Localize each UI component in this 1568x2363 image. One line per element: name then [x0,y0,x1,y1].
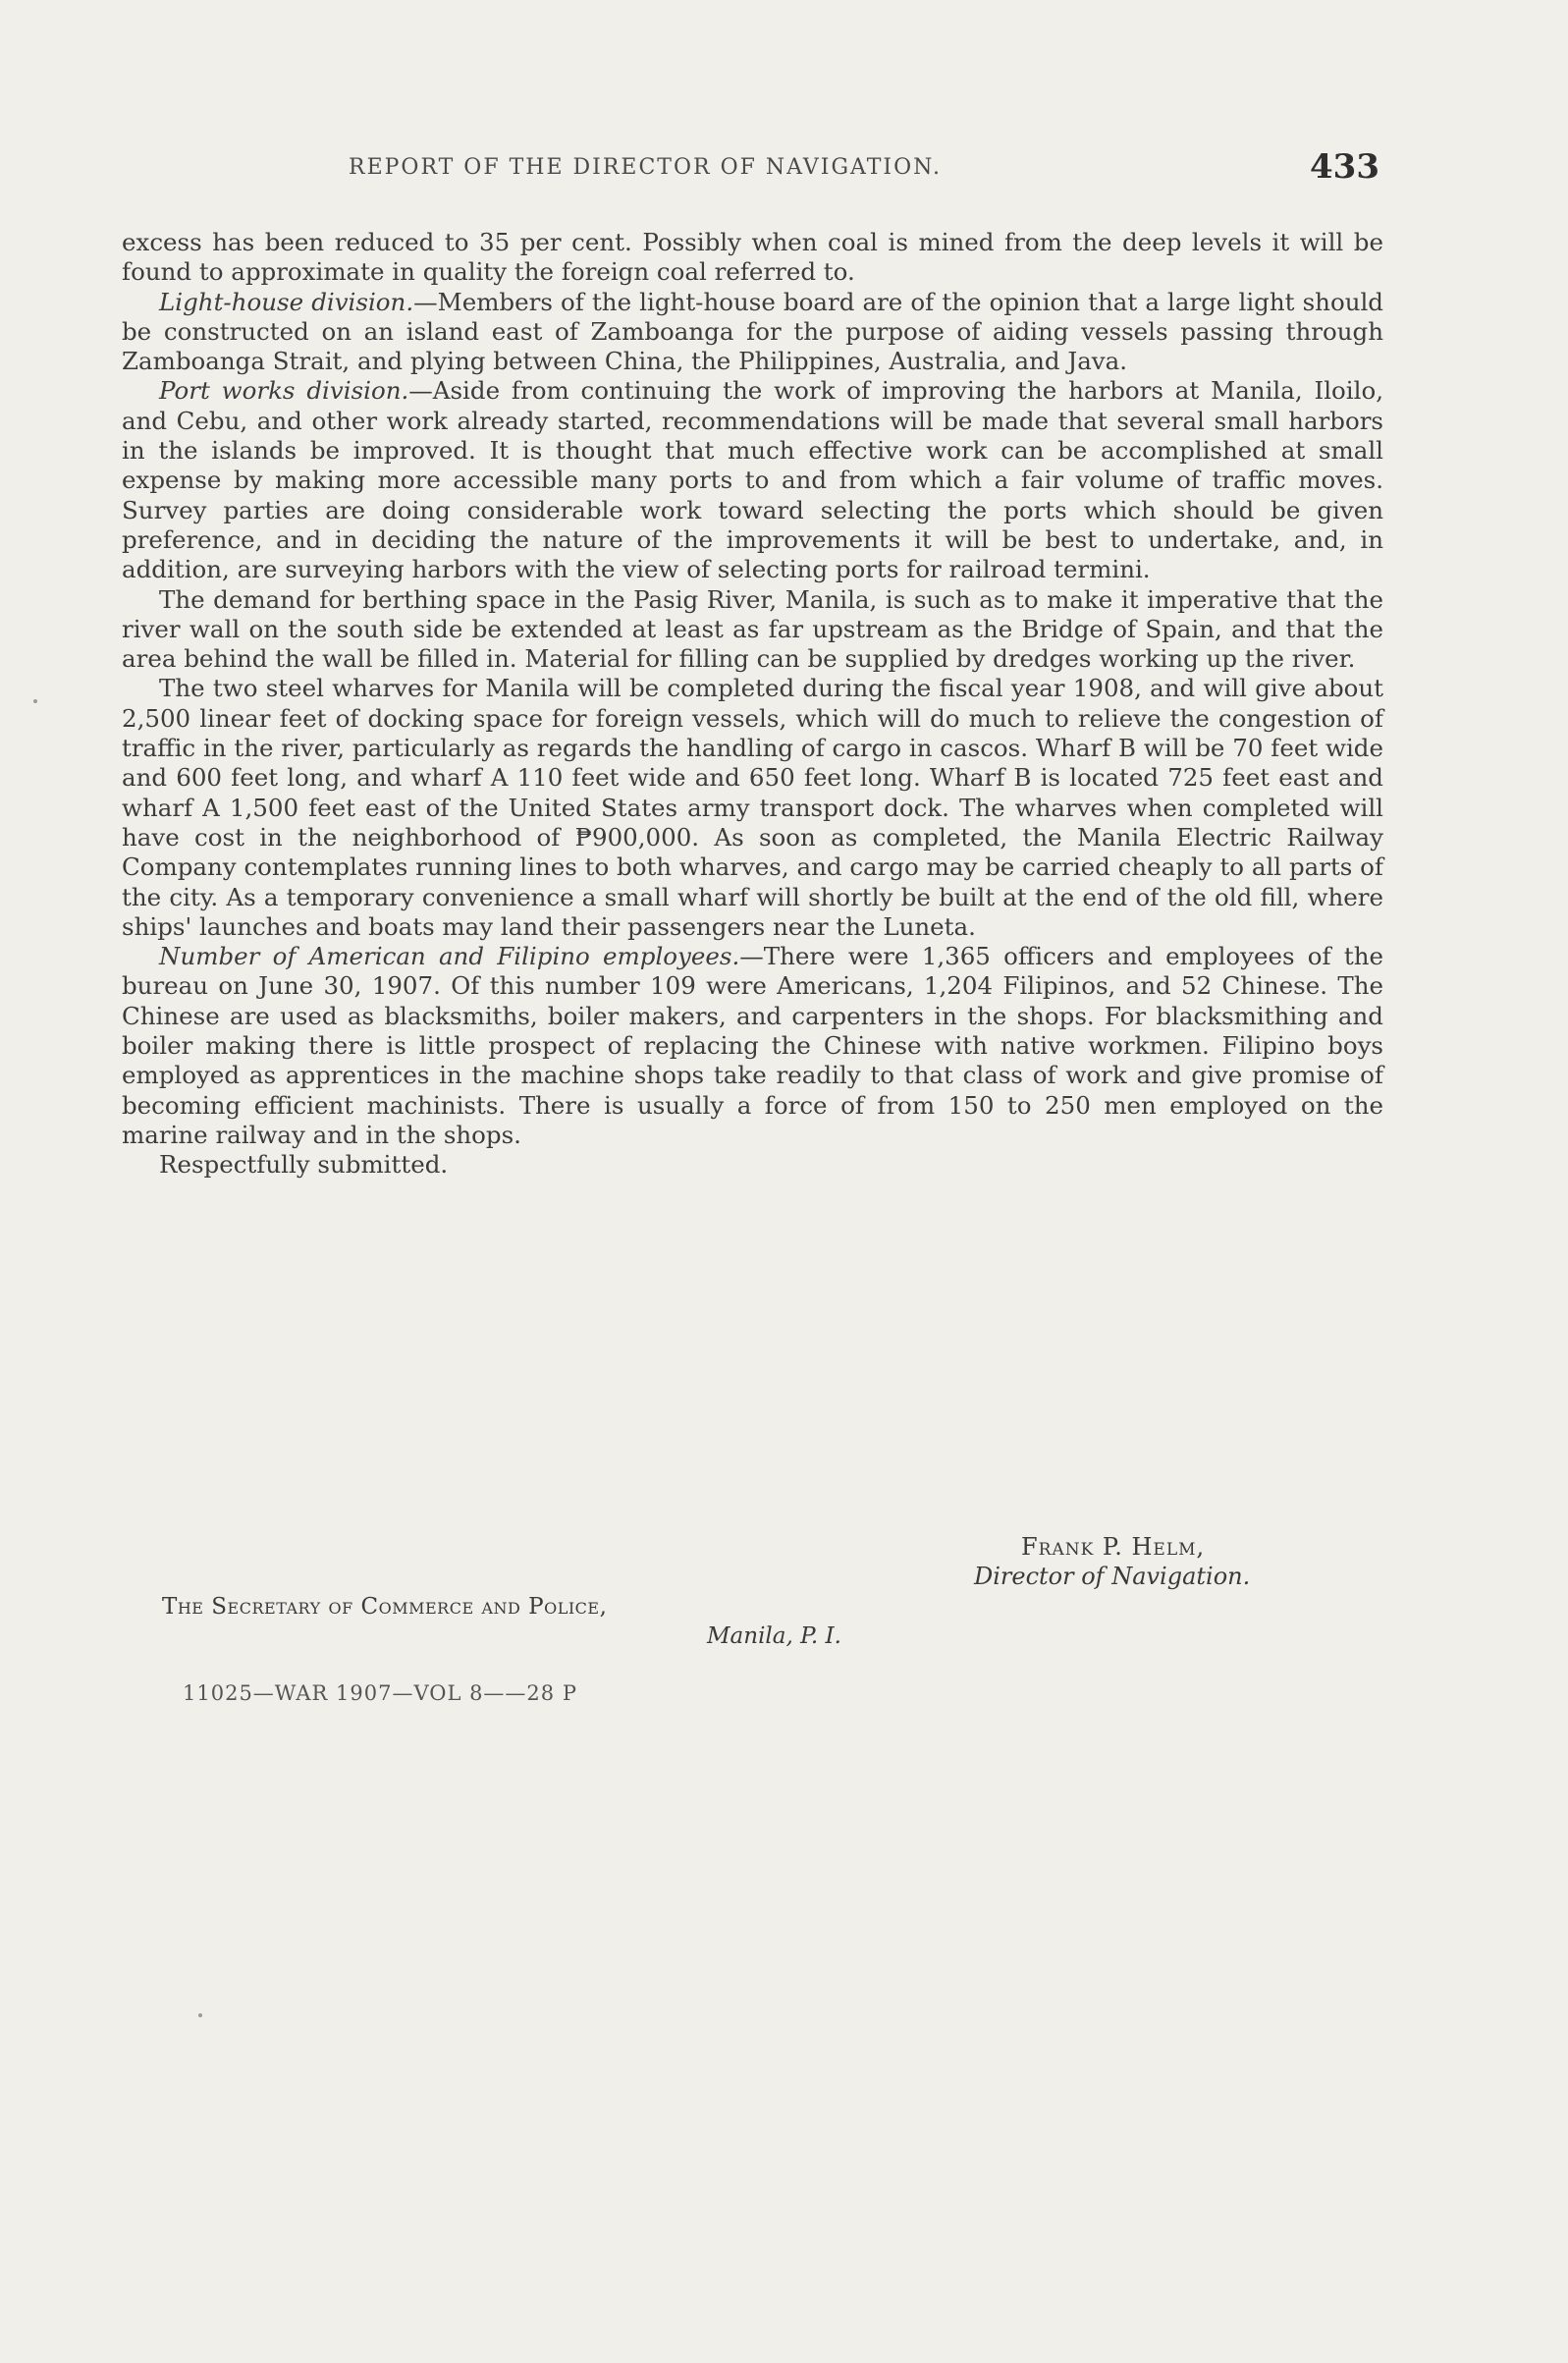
paragraph-coal-excess [122,228,1383,288]
addressee-location: Manila, P. I. [707,1623,841,1649]
paragraph-lead: Light-house division. [159,287,414,316]
scan-speck [198,2013,202,2017]
paragraph-text: —There were 1,365 officers and employees of the bureau on June 30, 1907. Of this number 109 were Americans, 1,204 Filipinos, and 52 Chinese. The Chinese are used as blacksmiths, boiler makers, and carpenters in the shops. For blacksmithing and boiler making there is little prospect of replacing the Chinese with native workmen. Filipino boys employed as apprentices in the machine shops take readily to that class of work and give promise of becoming efficient machinists. There is usually a force of from 150 to 250 men employed on the marine railway and in the shops. [122,942,1383,1149]
paragraph-employees [122,942,1383,1150]
page-number: 433 [1310,147,1379,187]
paragraph-text: The two steel wharves for Manila will be completed during the fiscal year 1908, and will give about 2,500 linear feet of docking space for foreign vessels, which will do much to relieve the congestion of traffic in the river, particularly as regards the handling of cargo in cascos. Wharf B will be 70 feet wide and 600 feet long, and wharf A 110 feet wide and 650 feet long. Wharf B is located 725 feet east and wharf A 1,500 feet east of the United States army transport dock. The wharves when completed will have cost in the neighborhood of ₱900,000. As soon as completed, the Manila Electric Railway Company contemplates running lines to both wharves, and cargo may be carried cheaply to all parts of the city. As a temporary convenience a small wharf will shortly be built at the end of the old fill, where ships' launches and boats may land their passengers near the Luneta. [122,674,1383,941]
paragraph-lead: Number of American and Filipino employees. [159,942,740,971]
printer-reference: 11025—WAR 1907—VOL 8——28 P [183,1681,577,1705]
scan-speck [33,699,37,703]
paragraph-lead: Port works division. [159,376,409,406]
signature-block [974,1532,1250,1591]
addressee-line: The Secretary of Commerce and Police, [162,1594,608,1620]
signatory-title: Director of Navigation. [974,1563,1251,1590]
closing-line: Respectfully submitted. [159,1150,449,1180]
running-title: REPORT OF THE DIRECTOR OF NAVIGATION. [349,155,942,180]
addressee-block [162,1592,947,1651]
paragraph-text: —Aside from continuing the work of improving the harbors at Manila, Iloilo, and Cebu, and other work already started, recommendations will be made that several small harbors in the islands be improved. It is thought that much effective work can be accomplished at small expense by making more accessible many ports to and from which a fair volume of traffic moves. Survey parties are doing considerable work toward selecting the ports which should be given preference, and in deciding the nature of the improvements it will be best to undertake, and, in addition, are surveying harbors with the view of selecting ports for railroad termini. [122,376,1383,584]
paragraph-text: The demand for berthing space in the Pasig River, Manila, is such as to make it imperative that the river wall on the south side be extended at least as far upstream as the Bridge of Spain, and that the area behind the wall be filled in. Material for filling can be supplied by dredges working up the river. [122,584,1383,674]
body-text [122,228,1383,1181]
paragraph-steel-wharves [122,674,1383,942]
paragraph-pasig-river [122,585,1383,675]
paragraph-text: excess has been reduced to 35 per cent. Possibly when coal is mined from the deep levels it will be found to approximate in quality the foreign coal referred to. [122,228,1383,287]
paragraph-port-works-division [122,376,1383,584]
signatory-name: Frank P. Helm, [1021,1533,1206,1561]
paragraph-text: —Members of the light-house board are of the opinion that a large light should be constructed on an island east of Zamboanga for the purpose of aiding vessels passing through Zamboanga Strait, and plying between China, the Philippines, Australia, and Java. [122,287,1383,376]
paragraph-light-house-division [122,288,1383,377]
running-head [349,147,1379,196]
